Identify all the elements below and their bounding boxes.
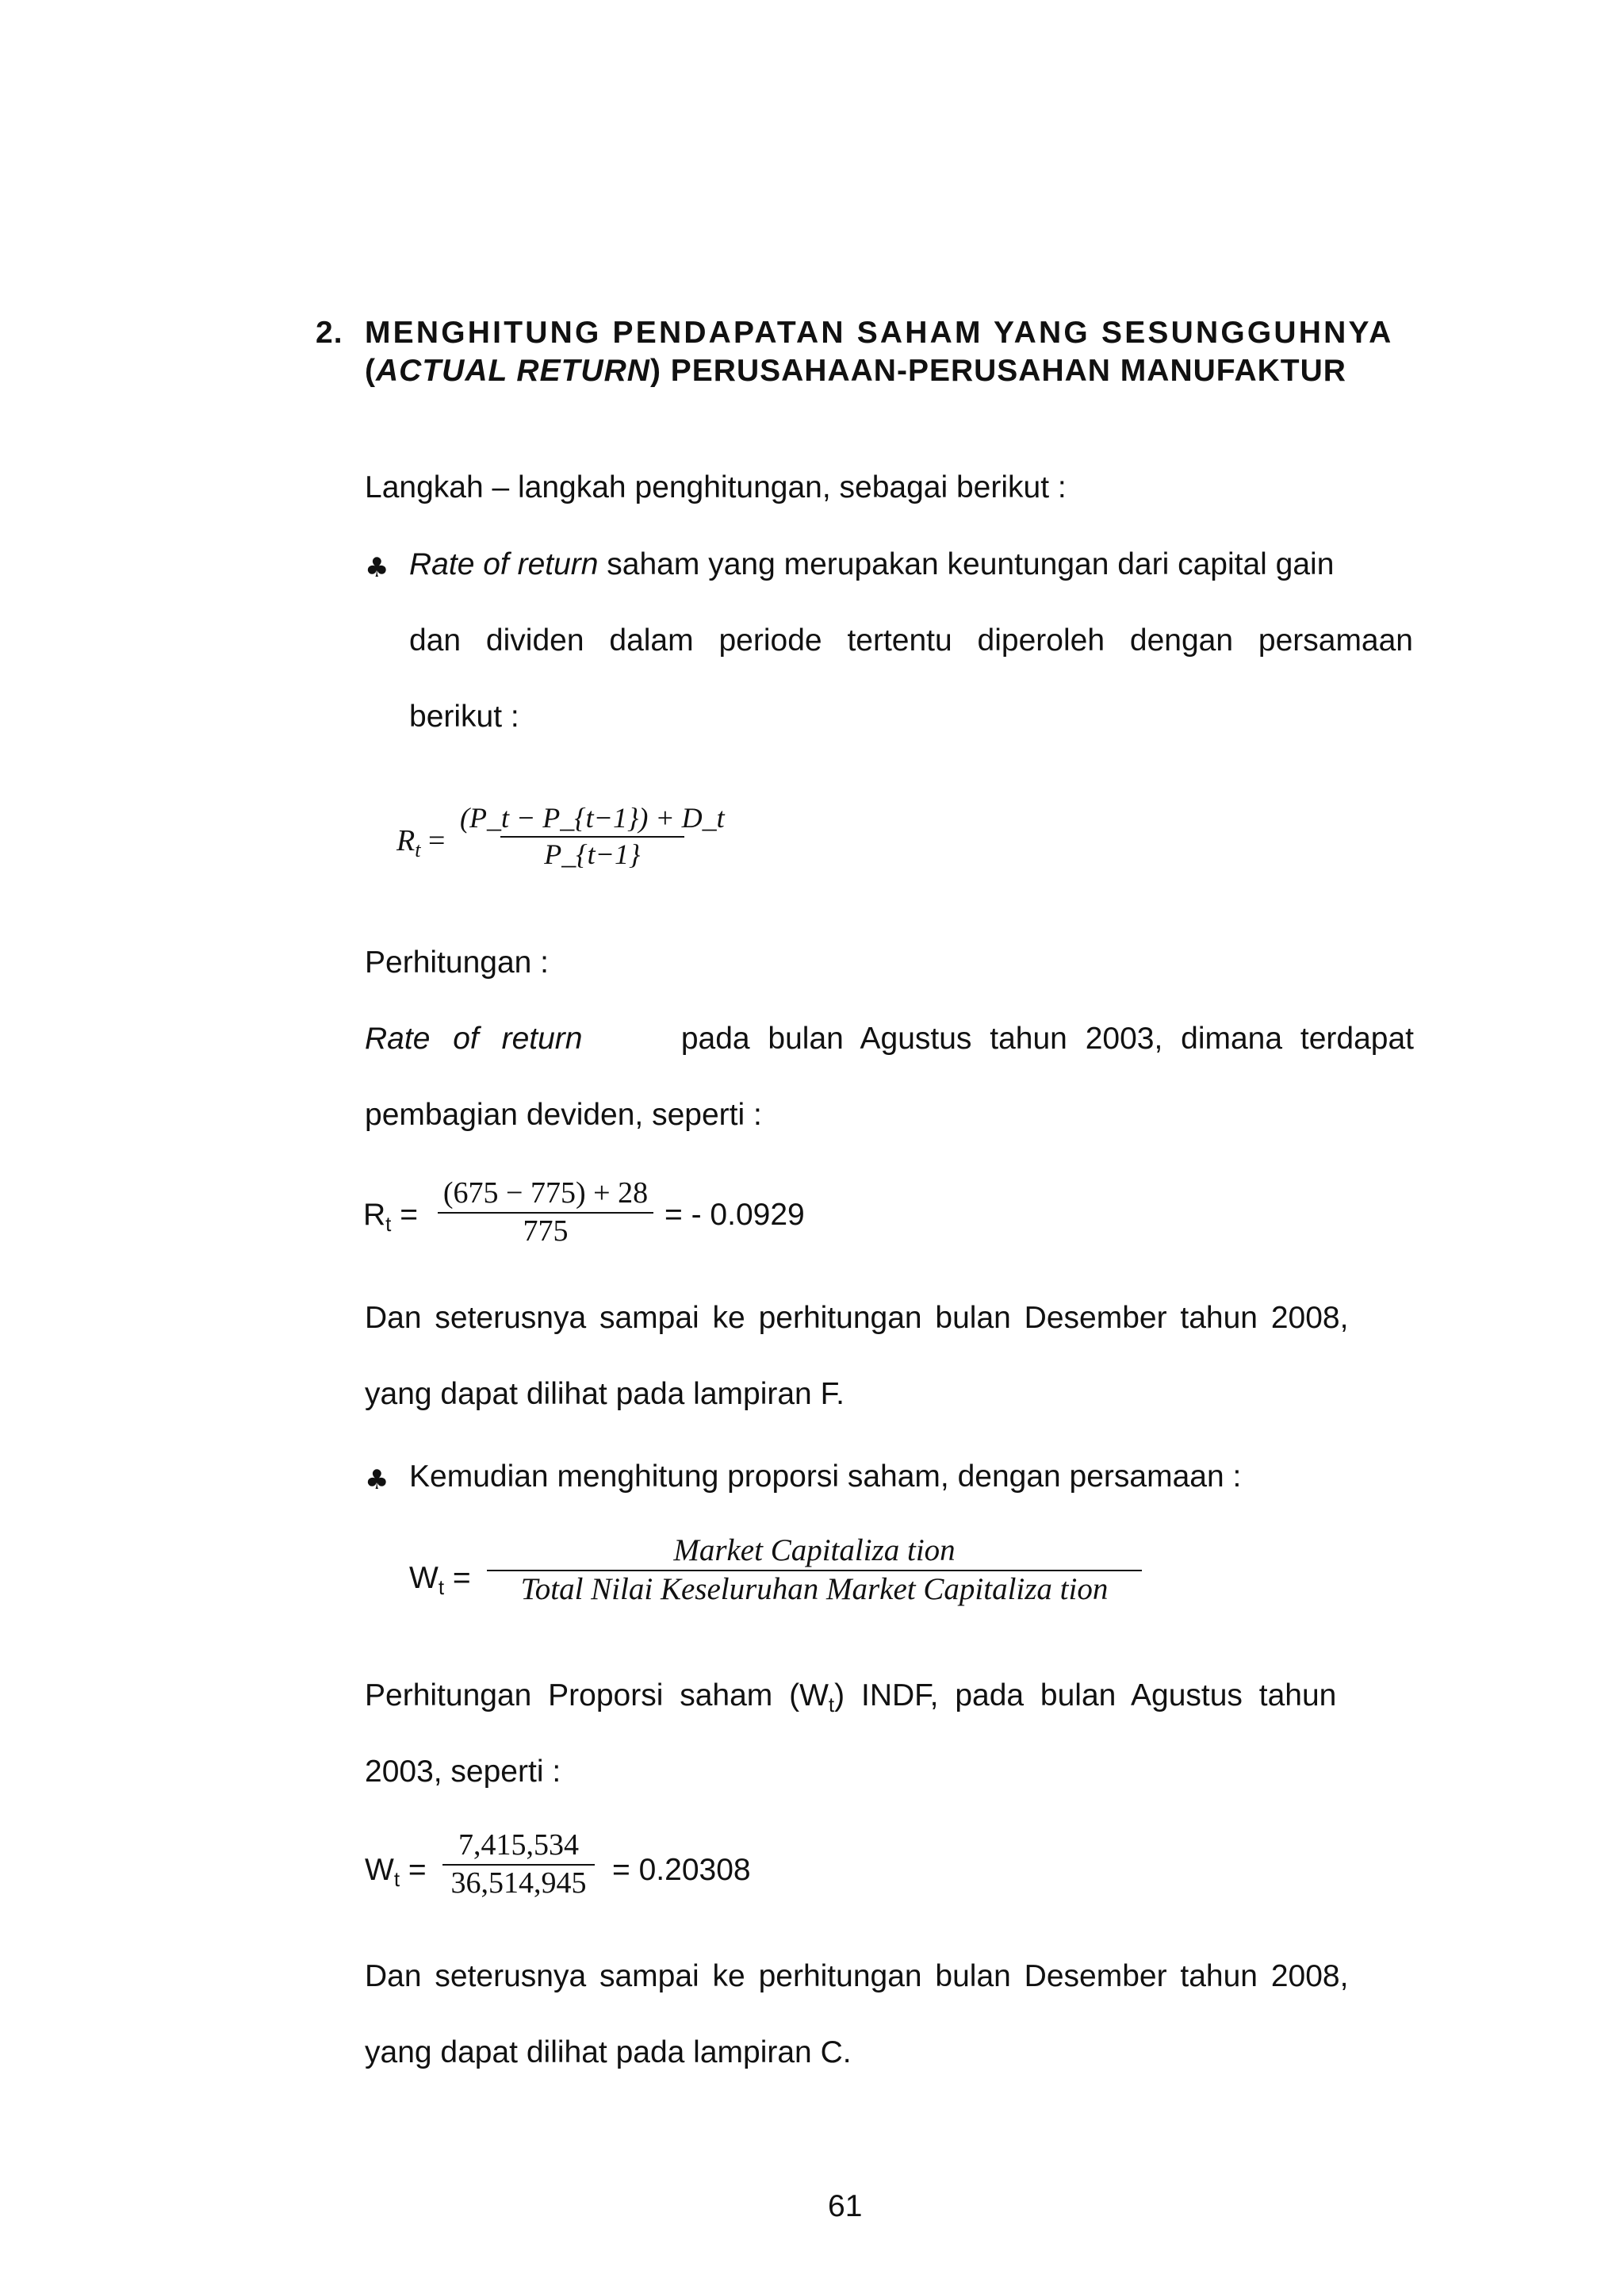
para4-line1: Dan seterusnya sampai ke perhitungan bulan Desember tahun 2008,: [365, 1959, 1349, 1993]
calc2-denominator: 36,514,945: [450, 1866, 587, 1900]
bullet2-text: Kemudian menghitung proporsi saham, dengan persamaan :: [409, 1459, 1242, 1494]
formula2-numerator: Market Capitaliza tion: [673, 1533, 956, 1567]
club-bullet-icon: ♣: [365, 552, 389, 584]
formula2-lhs: $W_t$ =: [409, 1561, 471, 1599]
calc2-numerator: 7,415,534: [458, 1828, 579, 1862]
para3-line2: 2003, seperti :: [365, 1755, 561, 1789]
section-heading-line2: (ACTUAL RETURN) PERUSAHAAN-PERUSAHAN MANUFAKTUR: [365, 354, 1346, 388]
calc2-lhs: $W_t$ =: [365, 1853, 427, 1891]
bullet1-line3: berikut :: [409, 700, 519, 734]
intro-text: Langkah – langkah penghitungan, sebagai berikut :: [365, 470, 1067, 504]
calc2-fraction: [442, 1828, 595, 1900]
calc1-numerator: (675 − 775) + 28: [442, 1176, 649, 1210]
calc2-result: = 0.20308: [612, 1853, 751, 1887]
para4-line2: yang dapat dilihat pada lampiran C.: [365, 2035, 852, 2069]
calc1-result: = - 0.0929: [665, 1198, 805, 1232]
para1-line1: Rate of return pada bulan Agustus tahun 2003, dimana terdapat: [365, 1022, 1414, 1056]
calc1-fraction: [438, 1176, 653, 1248]
section-number: 2.: [316, 316, 343, 350]
formula1-denominator: P_{t−1}: [544, 838, 641, 870]
formula2-denominator: Total Nilai Keseluruhan Market Capitaliza tion: [520, 1572, 1109, 1606]
para1-line2: pembagian deviden, seperti :: [365, 1098, 762, 1132]
page-number: 61: [828, 2189, 863, 2223]
calc1-denominator: 775: [523, 1214, 569, 1248]
formula1-lhs: $R_t$ =: [396, 824, 446, 861]
club-bullet-icon: ♣: [365, 1464, 389, 1496]
actual-return-italic: ACTUAL RETURN: [376, 354, 650, 388]
para2-line2: yang dapat dilihat pada lampiran F.: [365, 1377, 845, 1411]
perhitungan-label: Perhitungan :: [365, 945, 550, 980]
bullet1-line1: Rate of return saham yang merupakan keuntungan dari capital gain: [409, 547, 1335, 581]
bullet1-line2: dan dividen dalam periode tertentu diperoleh dengan persamaan: [409, 623, 1413, 658]
section-heading-line1: [365, 316, 1413, 351]
formula2-fraction: [487, 1532, 1142, 1607]
formula1-numerator: (P_t − P_{t−1}) + D_t: [460, 802, 725, 834]
heading-line1-text: MENGHITUNG PENDAPATAN SAHAM YANG SESUNGGUHNYA: [365, 316, 1394, 350]
para3-line1: Perhitungan Proporsi saham $(W_t)$ INDF, pada bulan Agustus tahun: [365, 1678, 1337, 1716]
calc1-lhs: $R_t$ =: [363, 1198, 419, 1236]
formula1-fraction: [460, 801, 725, 871]
para2-line1: Dan seterusnya sampai ke perhitungan bulan Desember tahun 2008,: [365, 1301, 1349, 1335]
